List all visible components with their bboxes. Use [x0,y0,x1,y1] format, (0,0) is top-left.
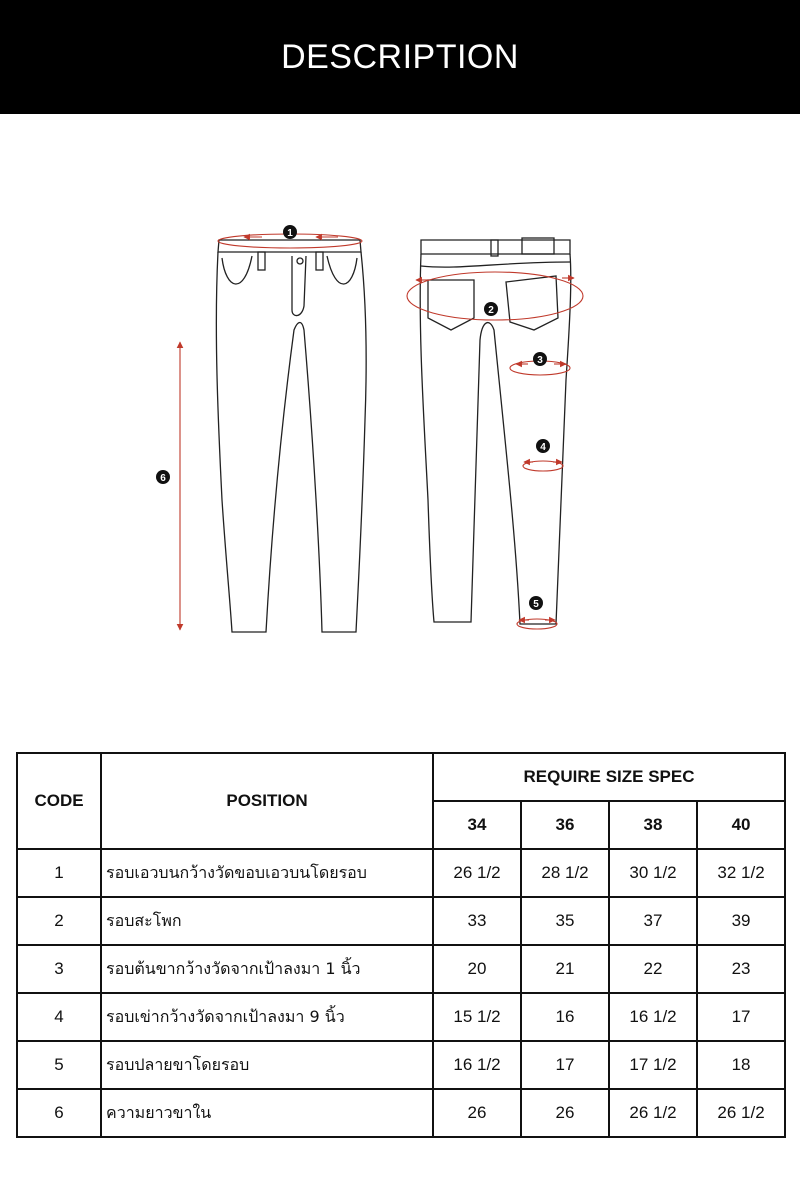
pants-diagram [0,114,800,734]
front-fly [292,256,306,316]
back-view [420,238,571,624]
row-value: 23 [697,945,785,993]
table-row [17,849,785,897]
row-position: ความยาวขาใน [101,1089,433,1137]
row-value: 15 1/2 [433,993,521,1041]
row-value: 33 [433,897,521,945]
back-pocket-left [428,280,474,330]
front-belt-loop-right [316,252,323,270]
row-value: 26 [521,1089,609,1137]
marker-label: 1 [287,228,293,239]
position-header: POSITION [101,753,433,849]
table-row [17,1041,785,1089]
front-pocket-left [222,256,252,284]
size-header: 34 [433,801,521,849]
table-row [17,993,785,1041]
row-position: รอบเข่ากว้างวัดจากเป้าลงมา 9 นิ้ว [101,993,433,1041]
row-position: รอบสะโพก [101,897,433,945]
row-value: 28 1/2 [521,849,609,897]
front-button [297,258,303,264]
back-waistband [421,240,570,254]
back-pocket-right [506,276,558,330]
row-value: 18 [697,1041,785,1089]
size-header: 40 [697,801,785,849]
row-value: 26 1/2 [609,1089,697,1137]
marker-label: 4 [540,442,546,453]
marker-6 [156,470,170,484]
row-code: 4 [17,993,101,1041]
page-title: DESCRIPTION [281,37,519,76]
code-header: CODE [17,753,101,849]
marker-2 [484,302,498,316]
row-value: 17 [697,993,785,1041]
table-row [17,897,785,945]
row-code: 6 [17,1089,101,1137]
row-value: 16 1/2 [433,1041,521,1089]
marker-1 [283,225,297,239]
marker-3 [533,352,547,366]
row-value: 17 1/2 [609,1041,697,1089]
row-value: 22 [609,945,697,993]
marker-label: 5 [533,599,539,610]
table-row [17,945,785,993]
size-header: 38 [609,801,697,849]
spec-header: REQUIRE SIZE SPEC [433,753,785,801]
back-yoke [421,262,570,267]
row-value: 20 [433,945,521,993]
row-value: 26 1/2 [697,1089,785,1137]
row-position: รอบเอวบนกว้างวัดขอบเอวบนโดยรอบ [101,849,433,897]
row-code: 3 [17,945,101,993]
row-code: 2 [17,897,101,945]
row-value: 32 1/2 [697,849,785,897]
marker-label: 6 [160,473,166,484]
front-belt-loop-left [258,252,265,270]
row-value: 16 1/2 [609,993,697,1041]
marker-5 [529,596,543,610]
row-value: 30 1/2 [609,849,697,897]
marker-label: 2 [488,305,494,316]
header-bar [0,0,800,114]
row-value: 35 [521,897,609,945]
marker-4 [536,439,550,453]
row-code: 5 [17,1041,101,1089]
row-position: รอบปลายขาโดยรอบ [101,1041,433,1089]
row-code: 1 [17,849,101,897]
measure-guides [180,234,583,630]
row-value: 17 [521,1041,609,1089]
size-spec-table [16,752,786,1138]
table-row [17,1089,785,1137]
row-value: 37 [609,897,697,945]
size-header: 36 [521,801,609,849]
marker-label: 3 [537,355,543,366]
row-value: 39 [697,897,785,945]
row-value: 26 [433,1089,521,1137]
front-view [216,240,366,632]
front-outline [216,252,366,632]
row-value: 26 1/2 [433,849,521,897]
front-pocket-right [327,256,357,284]
row-value: 16 [521,993,609,1041]
row-value: 21 [521,945,609,993]
row-position: รอบต้นขากว้างวัดจากเป้าลงมา 1 นิ้ว [101,945,433,993]
